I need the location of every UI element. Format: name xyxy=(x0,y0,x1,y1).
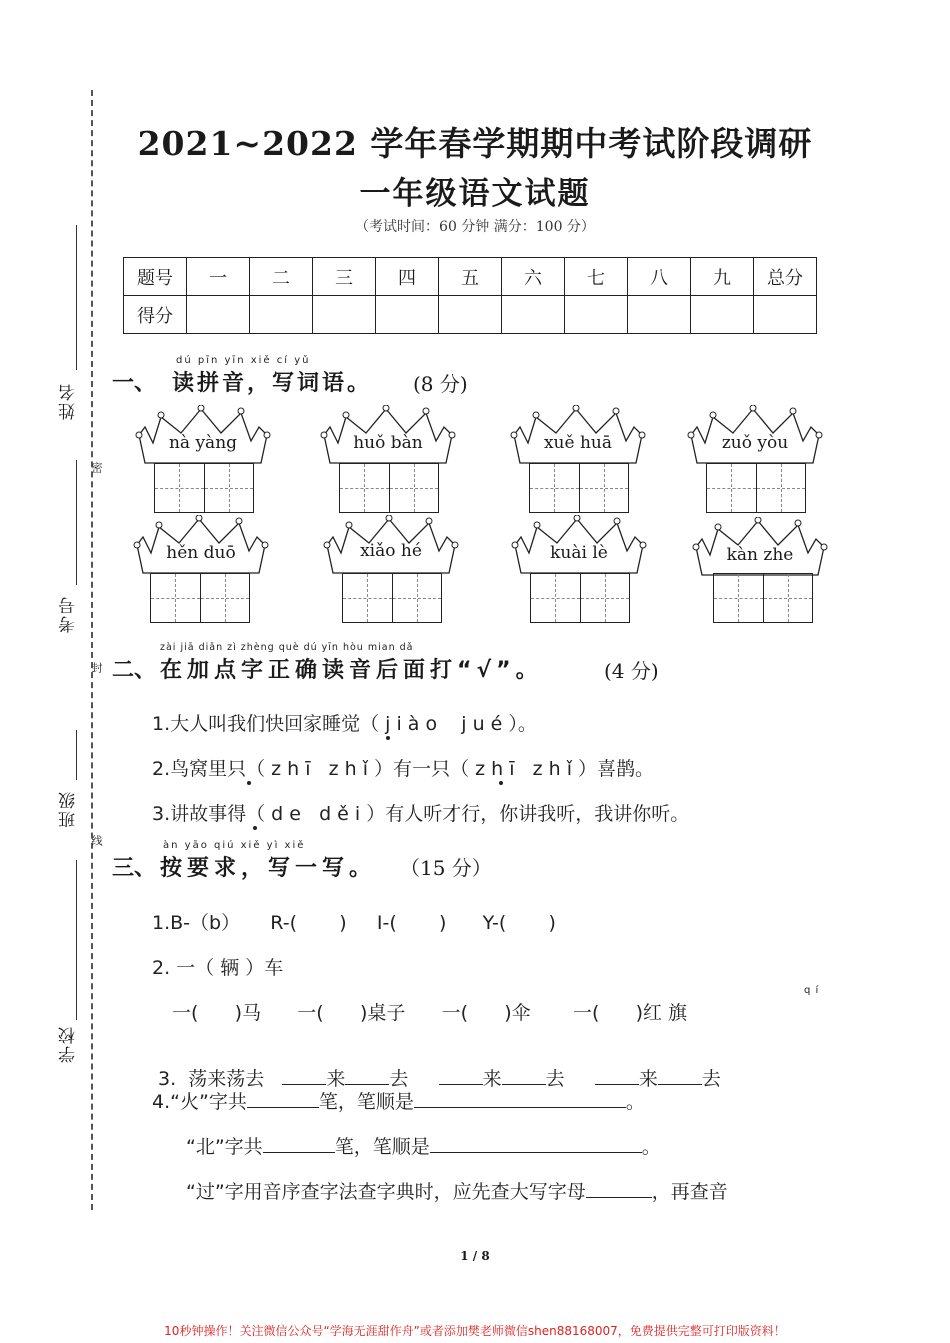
binding-dashed-line xyxy=(91,90,93,1210)
writing-grid[interactable] xyxy=(342,573,442,623)
section2-question-1: 1.大人叫我们快回家睡觉（ j i à o j u é ）。 xyxy=(152,713,537,735)
fill-blank[interactable] xyxy=(345,1084,389,1085)
fill-blank[interactable] xyxy=(502,1084,546,1085)
score-input-cell[interactable] xyxy=(502,296,565,334)
score-input-cell[interactable] xyxy=(376,296,439,334)
section3-pinyin: àn yāo qiú xiě yì xiě xyxy=(163,840,306,851)
q4c-suffix: ，再查音 xyxy=(651,1181,728,1203)
q4-middle: 笔，笔顺是 xyxy=(334,1136,430,1158)
emphasis-dot xyxy=(386,736,390,740)
q3-lai: 来 xyxy=(482,1068,502,1090)
q3-label: 3. 荡来荡去 xyxy=(158,1068,265,1090)
crown-pinyin: hěn duō xyxy=(166,543,236,563)
fill-blank[interactable] xyxy=(282,1084,326,1085)
section1-pinyin: dú pīn yīn xiě cí yǔ xyxy=(176,355,311,366)
score-row-label: 得分 xyxy=(124,296,187,334)
score-table-header-row xyxy=(124,258,817,296)
writing-grid[interactable] xyxy=(530,573,630,623)
fill-blank[interactable] xyxy=(439,1084,483,1085)
section3-question-4b xyxy=(186,1132,661,1159)
crown-item xyxy=(133,405,273,515)
section3-question-2-blanks: 一( )马 一( )桌子 一( )伞 一( )红 旗 xyxy=(172,1002,688,1024)
score-input-cell[interactable] xyxy=(313,296,376,334)
score-cell: 八 xyxy=(628,258,691,296)
emphasis-dot xyxy=(499,781,503,785)
score-cell: 三 xyxy=(313,258,376,296)
exam-title: 2021~2022 学年春学期期中考试阶段调研 xyxy=(137,124,813,163)
q4-end: 。 xyxy=(641,1136,661,1158)
writing-grid[interactable] xyxy=(154,463,254,513)
section2-pinyin: zài jiā diǎn zì zhèng què dú yīn hòu mian dǎ xyxy=(160,642,414,653)
crown-pinyin: huǒ bàn xyxy=(353,433,423,453)
side-label-school: 学校 xyxy=(59,1025,79,1063)
crown-pinyin: zuǒ yòu xyxy=(721,433,789,453)
score-cell: 二 xyxy=(250,258,313,296)
emphasis-dot xyxy=(247,781,251,785)
section3-score: （15 分） xyxy=(400,856,492,880)
score-cell: 总分 xyxy=(754,258,817,296)
crown-item xyxy=(318,405,458,515)
side-mark-xian: 线 xyxy=(90,835,103,846)
section2-question-3: 3.讲故事得（ d e d ě i ）有人听才行，你讲我听，我讲你听。 xyxy=(152,803,690,825)
score-cell: 七 xyxy=(565,258,628,296)
emphasis-dot xyxy=(253,826,257,830)
crown-pinyin: kuài lè xyxy=(550,543,608,563)
fill-blank[interactable] xyxy=(247,1107,319,1108)
q4a-prefix: 4.“火”字共 xyxy=(152,1091,247,1113)
fill-blank[interactable] xyxy=(263,1152,335,1153)
score-input-cell[interactable] xyxy=(187,296,250,334)
side-school-blank xyxy=(76,860,77,1020)
q3-qu: 去 xyxy=(389,1068,409,1090)
score-table xyxy=(123,257,817,334)
side-label-name: 姓名 xyxy=(59,382,79,420)
section2-score: (4 分) xyxy=(604,659,659,683)
q3-qu: 去 xyxy=(545,1068,565,1090)
section2-question-2: 2.鸟窝里只（ z h ī z h ǐ ）有一只（ z h ī z h ǐ ）喜鹊。 xyxy=(152,758,655,780)
exam-info: （考试时间：60 分钟 满分：100 分） xyxy=(355,219,595,235)
fill-blank[interactable] xyxy=(658,1084,702,1085)
q3-lai: 来 xyxy=(638,1068,658,1090)
score-cell: 一 xyxy=(187,258,250,296)
score-input-cell[interactable] xyxy=(754,296,817,334)
fill-blank[interactable] xyxy=(586,1197,652,1198)
score-cell: 六 xyxy=(502,258,565,296)
section3-instruction: 按要求，写一写。 xyxy=(160,856,377,881)
section3-question-4c xyxy=(186,1177,728,1204)
crown-pinyin: xiǎo hé xyxy=(360,541,422,561)
section1-instruction: 读拼音，写词语。 xyxy=(172,371,373,396)
qi-pinyin: q í xyxy=(804,985,820,996)
section3-number: 三、 xyxy=(112,856,157,881)
crown-item xyxy=(509,515,649,625)
crown-item xyxy=(321,515,461,625)
score-input-cell[interactable] xyxy=(565,296,628,334)
section1-number: 一、 xyxy=(112,371,157,396)
exam-subtitle: 一年级语文试题 xyxy=(359,176,591,212)
writing-grid[interactable] xyxy=(706,463,806,513)
q4-middle: 笔，笔顺是 xyxy=(318,1091,414,1113)
score-cell: 五 xyxy=(439,258,502,296)
side-class-blank xyxy=(76,730,77,780)
footer-promo: 10秒钟操作！关注微信公众号“学海无涯甜作舟”或者添加樊老师微信shen88168007，免费提供完整可打印版资料！ xyxy=(164,1324,786,1338)
section2-number: 二、 xyxy=(112,658,157,683)
q4-end: 。 xyxy=(625,1091,645,1113)
score-input-cell[interactable] xyxy=(691,296,754,334)
writing-grid[interactable] xyxy=(713,573,813,623)
crown-item xyxy=(690,517,830,627)
side-label-class: 班级 xyxy=(59,790,79,828)
side-name-blank xyxy=(76,225,77,370)
side-mark-feng: 封 xyxy=(90,662,103,673)
side-mark-mi: 密 xyxy=(90,462,103,473)
crown-item xyxy=(685,405,825,515)
crown-item xyxy=(131,515,271,625)
crown-item xyxy=(508,405,648,515)
q4b-prefix: “北”字共 xyxy=(186,1136,263,1158)
writing-grid[interactable] xyxy=(529,463,629,513)
side-label-exam-no: 考号 xyxy=(59,595,79,633)
writing-grid[interactable] xyxy=(150,573,250,623)
writing-grid[interactable] xyxy=(339,463,439,513)
score-input-cell[interactable] xyxy=(628,296,691,334)
section1-score: (8 分) xyxy=(413,372,468,396)
section3-question-4a xyxy=(152,1087,645,1114)
fill-blank[interactable] xyxy=(595,1084,639,1085)
score-table-score-row xyxy=(124,296,817,334)
page-number: 1 / 8 xyxy=(460,1249,490,1263)
section3-question-3 xyxy=(158,1042,721,1091)
crown-pinyin: nà yàng xyxy=(168,433,238,453)
crown-pinyin: xuě huā xyxy=(543,433,613,453)
crown-pinyin: kàn zhe xyxy=(726,545,794,565)
fill-blank[interactable] xyxy=(414,1107,626,1108)
q4c-prefix: “过”字用音序查字法查字典时，应先查大写字母 xyxy=(186,1181,586,1203)
fill-blank[interactable] xyxy=(430,1152,642,1153)
score-cell: 九 xyxy=(691,258,754,296)
q3-qu: 去 xyxy=(701,1068,721,1090)
section3-question-1: 1.B-（b） R-( ) I-( ) Y-( ) xyxy=(152,912,556,934)
q3-lai: 来 xyxy=(326,1068,346,1090)
section2-instruction: 在加点字正确读音后面打“√”。 xyxy=(160,658,543,683)
score-cell: 题号 xyxy=(124,258,187,296)
side-exam-no-blank xyxy=(76,460,77,585)
section3-question-2: 2. 一（ 辆 ）车 xyxy=(152,957,284,979)
score-input-cell[interactable] xyxy=(250,296,313,334)
score-input-cell[interactable] xyxy=(439,296,502,334)
score-cell: 四 xyxy=(376,258,439,296)
